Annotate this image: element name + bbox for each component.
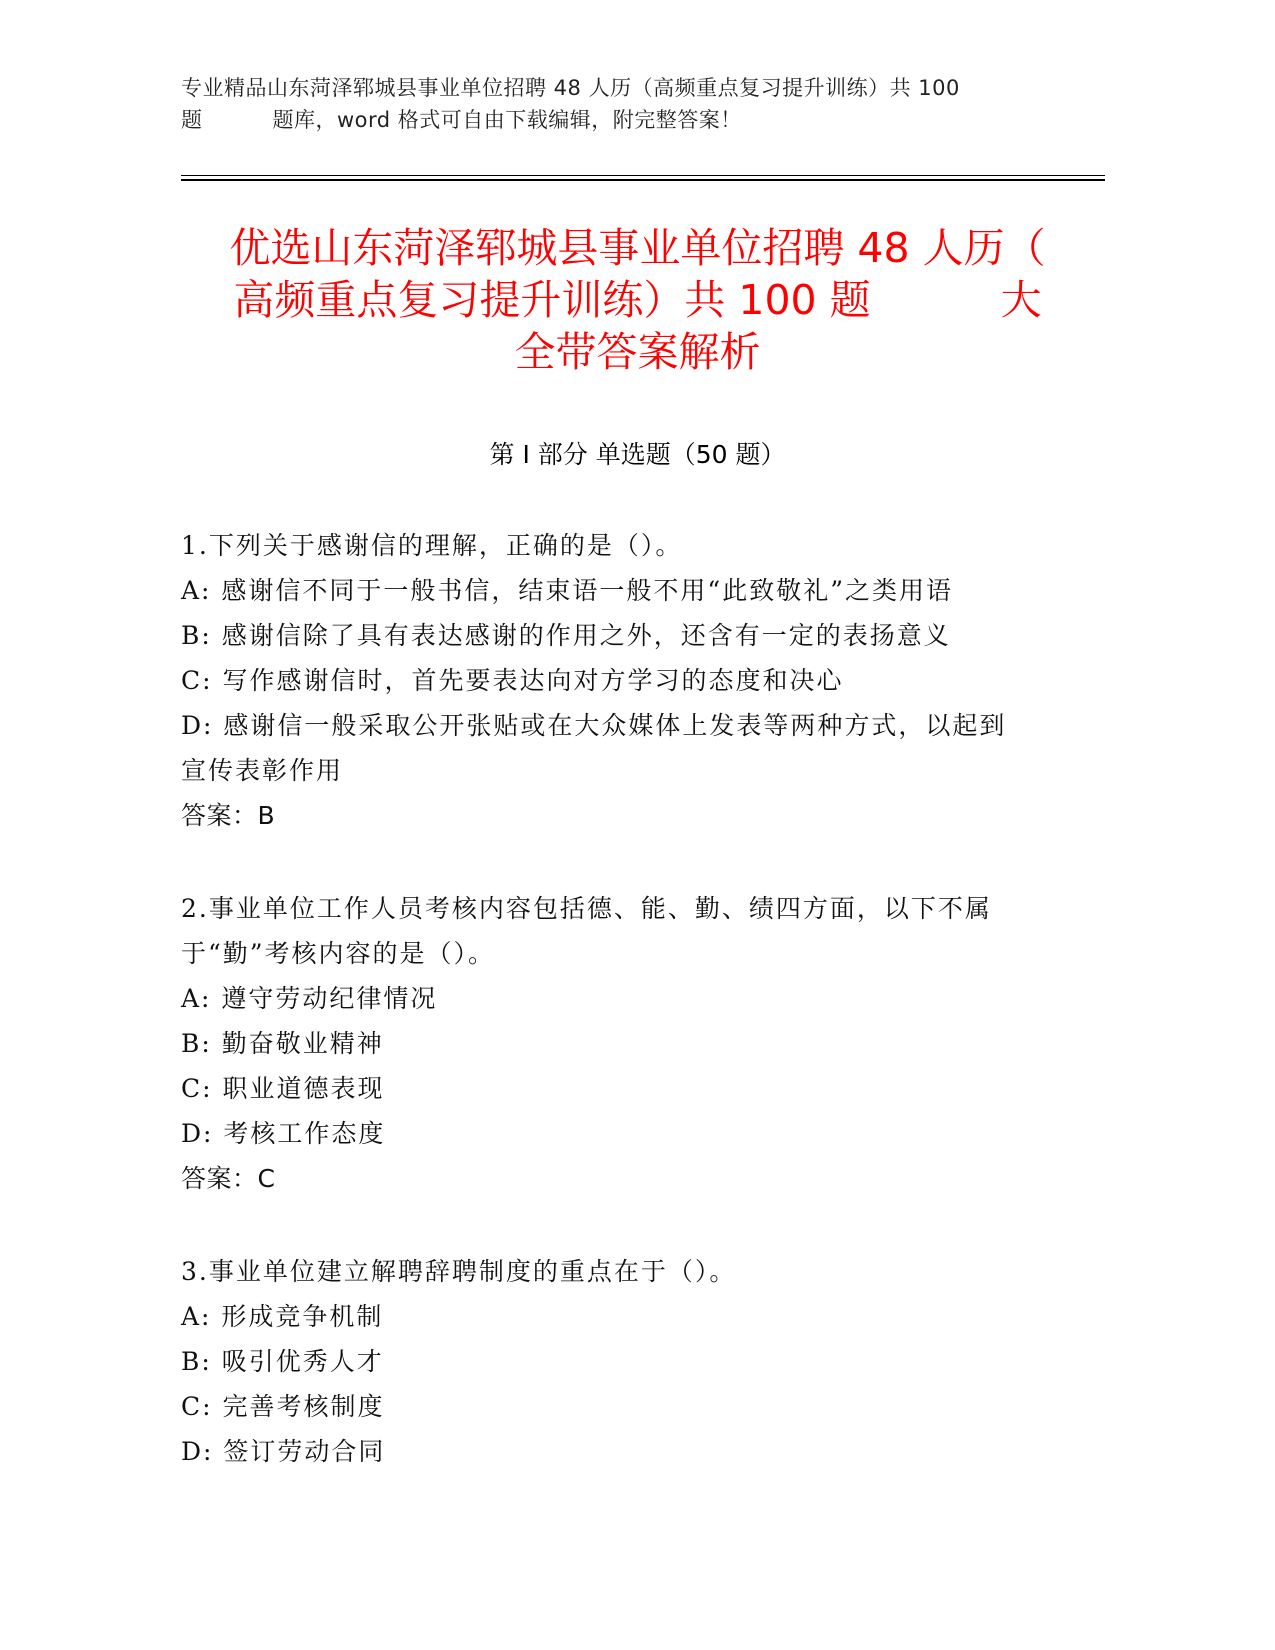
header-divider-thick	[181, 179, 1105, 181]
option-d: D: 感谢信一般采取公开张贴或在大众媒体上发表等两种方式，以起到	[181, 711, 1007, 740]
title-line-2	[150, 274, 1125, 326]
question-1	[181, 523, 1081, 838]
option-c: C: 写作感谢信时，首先要表达向对方学习的态度和决心	[181, 666, 844, 695]
question-list	[181, 523, 1081, 1522]
question-stem: 1.下列关于感谢信的理解，正确的是（）。	[181, 531, 683, 560]
section-heading: 第 I 部分 单选题（50 题）	[489, 440, 786, 469]
option-b: B: 勤奋敬业精神	[181, 1029, 384, 1058]
option-d-continued: 宣传表彰作用	[181, 756, 344, 785]
option-b: B: 吸引优秀人才	[181, 1347, 384, 1376]
header-line-2-start: 题	[181, 108, 203, 132]
option-b: B: 感谢信除了具有表达感谢的作用之外，还含有一定的表扬意义	[181, 621, 951, 650]
question-2	[181, 886, 1081, 1201]
question-stem: 2.事业单位工作人员考核内容包括德、能、勤、绩四方面，以下不属	[181, 894, 992, 923]
question-stem: 3.事业单位建立解聘辞聘制度的重点在于（）。	[181, 1257, 737, 1286]
option-d: D: 签订劳动合同	[181, 1437, 386, 1466]
option-c: C: 完善考核制度	[181, 1392, 385, 1421]
title-line-2-end: 大	[1000, 276, 1042, 324]
question-3	[181, 1249, 1081, 1474]
document-title	[150, 222, 1125, 378]
title-line-2-start: 高频重点复习提升训练）共 100 题	[233, 276, 871, 324]
question-stem-continued: 于“勤”考核内容的是（）。	[181, 939, 496, 968]
option-a: A: 形成竞争机制	[181, 1302, 384, 1331]
document-header	[181, 72, 1081, 136]
header-line-2	[181, 104, 1081, 136]
option-a: A: 感谢信不同于一般书信，结束语一般不用“此致敬礼”之类用语	[181, 576, 953, 605]
title-line-1: 优选山东菏泽郓城县事业单位招聘 48 人历（	[229, 224, 1046, 272]
answer-label: 答案：C	[181, 1164, 276, 1193]
option-a: A: 遵守劳动纪律情况	[181, 984, 438, 1013]
option-c: C: 职业道德表现	[181, 1074, 385, 1103]
option-d: D: 考核工作态度	[181, 1119, 386, 1148]
title-line-3: 全带答案解析	[514, 328, 761, 376]
answer-label: 答案：B	[181, 801, 276, 830]
header-line-2-end: 题库，word 格式可自由下载编辑，附完整答案！	[272, 108, 742, 132]
header-divider-thin	[181, 175, 1105, 176]
header-line-1: 专业精品山东菏泽郓城县事业单位招聘 48 人历（高频重点复习提升训练）共 100	[181, 76, 960, 100]
